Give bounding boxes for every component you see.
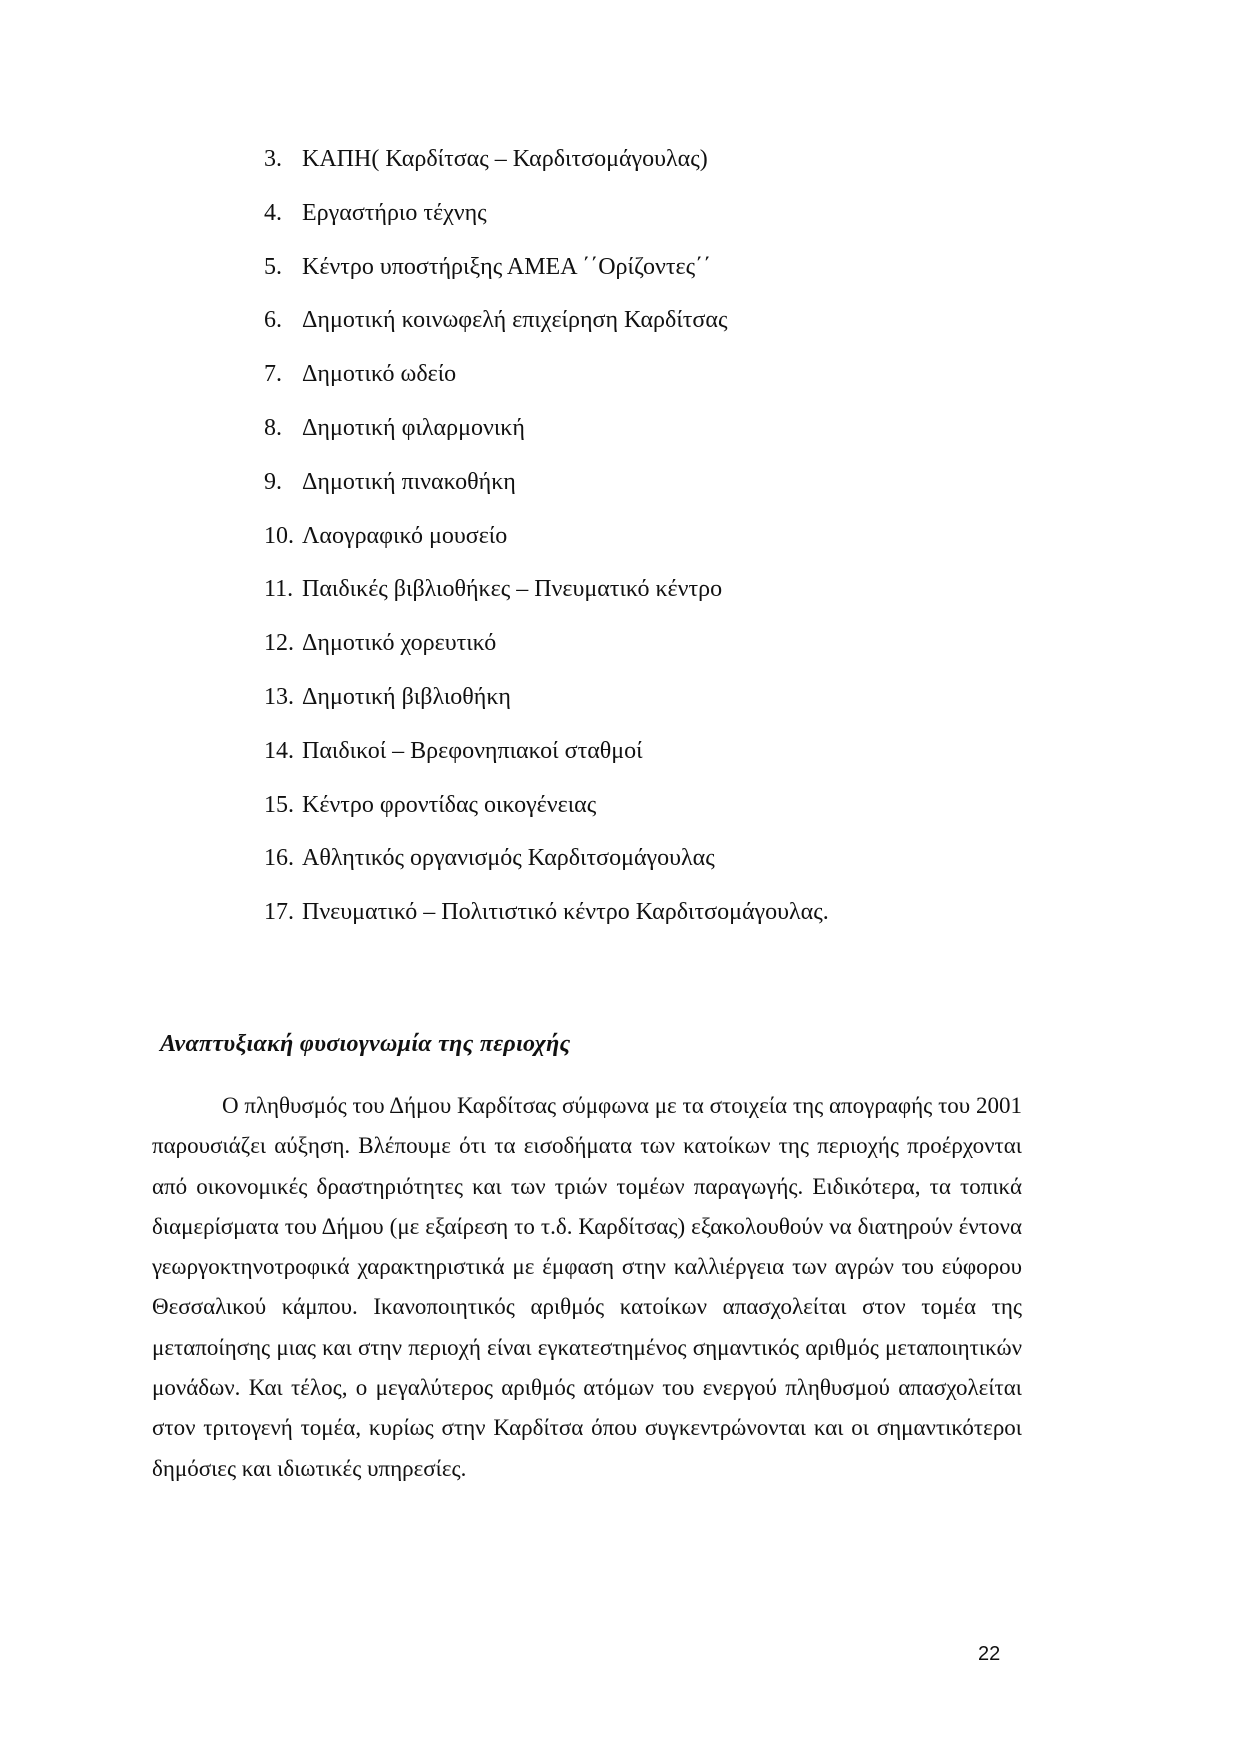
list-item bbox=[264, 574, 829, 628]
list-item bbox=[264, 413, 829, 467]
list-item bbox=[264, 467, 829, 521]
list-item bbox=[264, 843, 829, 897]
facilities-list bbox=[264, 144, 829, 951]
list-item-text: Δημοτική κοινωφελή επιχείρηση Καρδίτσας bbox=[302, 307, 728, 334]
list-item-text: Δημοτική βιβλιοθήκη bbox=[302, 683, 511, 710]
list-item-text: Λαογραφικό μουσείο bbox=[302, 522, 508, 549]
list-item-number: 11. bbox=[264, 576, 294, 603]
list-item bbox=[264, 359, 829, 413]
list-item bbox=[264, 198, 829, 252]
list-item bbox=[264, 682, 829, 736]
list-item-text: Δημοτική πινακοθήκη bbox=[302, 468, 516, 495]
list-item-number: 10. bbox=[264, 522, 294, 549]
page-number: 22 bbox=[978, 1643, 1001, 1665]
list-item-number: 15. bbox=[264, 791, 294, 818]
list-item bbox=[264, 252, 829, 306]
list-item bbox=[264, 305, 829, 359]
list-item bbox=[264, 628, 829, 682]
list-item-number: 7. bbox=[264, 361, 282, 388]
list-item bbox=[264, 144, 829, 198]
list-item-text: ΚΑΠΗ( Καρδίτσας – Καρδιτσομάγουλας) bbox=[302, 146, 708, 172]
list-item-text: Κέντρο υποστήριξης ΑΜΕΑ ΄΄Ορίζοντες΄΄ bbox=[302, 253, 712, 280]
list-item-number: 3. bbox=[264, 146, 282, 172]
list-item-text: Δημοτικό χορευτικό bbox=[302, 630, 497, 657]
list-item-text: Παιδικοί – Βρεφονηπιακοί σταθμοί bbox=[302, 737, 643, 764]
list-item-text: Κέντρο φροντίδας οικογένειας bbox=[302, 791, 597, 818]
list-item-number: 5. bbox=[264, 253, 282, 280]
list-item bbox=[264, 897, 829, 951]
body-paragraph: Ο πληθυσμός του Δήμου Καρδίτσας σύμφωνα με τα στοιχεία της απογραφής του 2001 παρουσιάζει αύξηση. Βλέπουμε ότι τα εισοδήματα των κατοίκων της περιοχής προέρχονται από οικονομικές δραστηριότητες και των τριών τομέων παραγωγής. Ειδικότερα, τα τοπικά διαμερίσματα του Δήμου (με εξαίρεση το τ.δ. Καρδίτσας) εξακολουθούν να διατηρούν έντονα γεωργοκτηνοτροφικά χαρακτηριστικά με έμφαση στην καλλιέργεια των αγρών του εύφορου Θεσσαλικού κάμπου. Ικανοποιητικός αριθμός κατοίκων απασχολείται στον τομέα της μεταποίησης μιας και στην περιοχή είναι εγκατεστημένος σημαντικός αριθμός μεταποιητικών μονάδων. Και τέλος, ο μεγαλύτερος αριθμός ατόμων του ενεργού πληθυσμού απασχολείται στον τριτογενή τομέα, κυρίως στην Καρδίτσα όπου συγκεντρώνονται και οι σημαντικότεροι δημόσιες και ιδιωτικές υπηρεσίες. bbox=[152, 1093, 1022, 1481]
list-item-number: 6. bbox=[264, 307, 282, 334]
list-item-text: Πνευματικό – Πολιτιστικό κέντρο Καρδιτσομάγουλας. bbox=[302, 899, 829, 926]
list-item-text: Αθλητικός οργανισμός Καρδιτσομάγουλας bbox=[302, 845, 715, 872]
list-item-number: 4. bbox=[264, 199, 282, 226]
list-item-number: 9. bbox=[264, 468, 282, 495]
list-item-text: Εργαστήριο τέχνης bbox=[302, 199, 487, 226]
list-item bbox=[264, 521, 829, 575]
list-item-number: 16. bbox=[264, 845, 294, 872]
list-item-number: 13. bbox=[264, 683, 294, 710]
list-item bbox=[264, 736, 829, 790]
list-item bbox=[264, 790, 829, 844]
list-item-text: Δημοτική φιλαρμονική bbox=[302, 414, 525, 441]
list-item-text: Δημοτικό ωδείο bbox=[302, 361, 457, 388]
list-item-number: 14. bbox=[264, 737, 294, 764]
list-item-number: 17. bbox=[264, 899, 294, 926]
list-item-number: 8. bbox=[264, 414, 282, 441]
list-item-number: 12. bbox=[264, 630, 294, 657]
section-title: Αναπτυξιακή φυσιογνωμία της περιοχής bbox=[160, 1031, 571, 1057]
list-item-text: Παιδικές βιβλιοθήκες – Πνευματικό κέντρο bbox=[302, 576, 723, 603]
